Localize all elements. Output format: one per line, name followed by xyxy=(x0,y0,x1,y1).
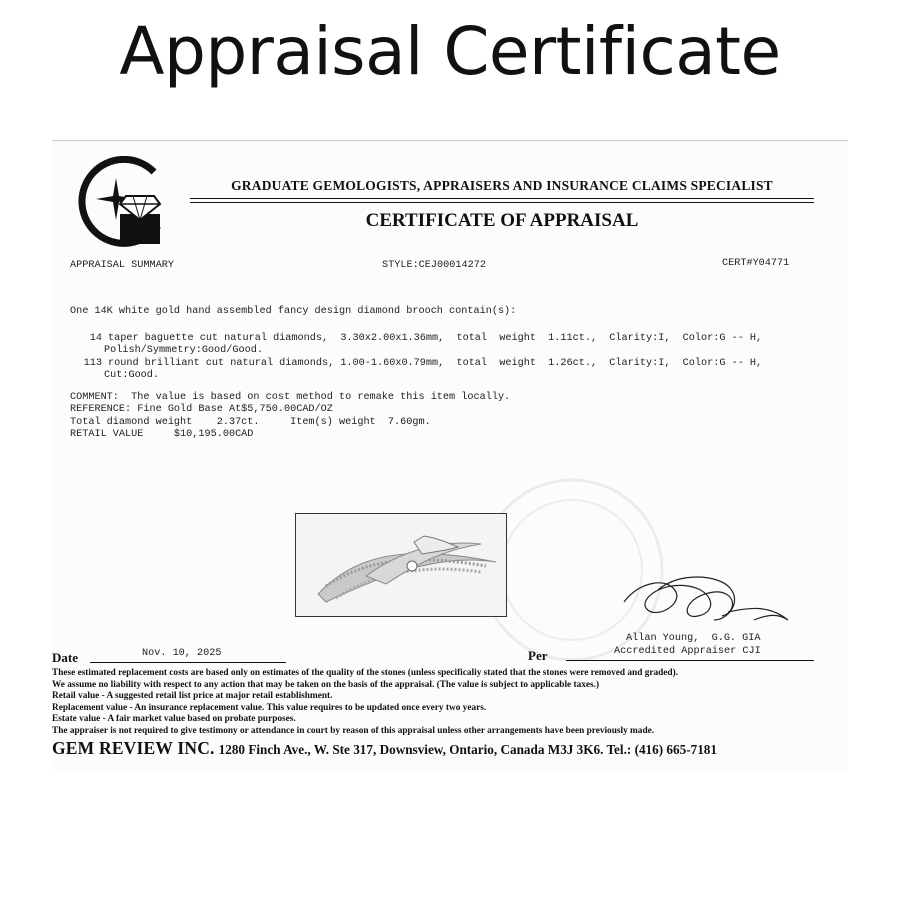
stone-row-continued: Cut:Good. xyxy=(104,370,160,382)
appraiser-name: Allan Young, G.G. GIA xyxy=(626,633,761,644)
document-top-edge xyxy=(52,140,848,141)
stone-qty: 14 xyxy=(89,333,102,344)
organization-line: GRADUATE GEMOLOGISTS, APPRAISERS AND INSURANCE CLAIMS SPECIALIST xyxy=(231,178,773,193)
certificate-title: CERTIFICATE OF APPRAISAL xyxy=(365,210,639,231)
disclaimer-notes xyxy=(52,668,842,738)
note-line: Retail value - A suggested retail list price at major retail establishment. xyxy=(52,691,333,702)
brooch-image xyxy=(296,514,506,616)
stone-qty: 113 xyxy=(83,357,102,369)
stone-row xyxy=(72,358,762,370)
appraiser-title: Accredited Appraiser CJI xyxy=(614,646,761,657)
item-description: One 14K white gold hand assembled fancy design diamond brooch contain(s): xyxy=(70,306,517,317)
page-heading: Appraisal Certificate xyxy=(119,13,781,90)
stone-detail: taper baguette cut natural diamonds, 3.30x2.00x1.36mm, total weight 1.11ct., Clarity:I, Color:G -- H, xyxy=(108,333,763,344)
note-line: These estimated replacement costs are based only on estimates of the quality of the stones (unless specificaliy stated that the stones were removed and graded). xyxy=(52,668,679,678)
note-line: Estate value - A fair market value based on probate purposes. xyxy=(52,714,296,725)
note-line: Replacement value - An insurance replacement value. This value requires to be updated once every two years. xyxy=(52,702,487,713)
appraisal-summary-label: APPRAISAL SUMMARY xyxy=(70,260,174,271)
footer-address: 1280 Finch Ave., W. Ste 317, Downsview, Ontario, Canada M3J 3K6. Tel.: (416) 665-7181 xyxy=(218,742,717,757)
stone-list xyxy=(72,333,762,383)
stone-row xyxy=(72,333,762,345)
company-footer xyxy=(52,738,848,759)
header-rule-thin xyxy=(190,202,814,203)
signature-line xyxy=(566,660,814,661)
date-label: Date xyxy=(52,650,78,665)
comment-block xyxy=(70,392,510,442)
per-label: Per xyxy=(528,648,548,663)
date-line xyxy=(90,662,286,663)
date-value: Nov. 10, 2025 xyxy=(142,648,222,659)
note-line: The appraiser is not required to give testimony or attendance in court by reason of this appraisal unless other arrangements have been previously made. xyxy=(52,725,655,736)
totals-text: Total diamond weight 2.37ct. Item(s) weight 7.60gm. xyxy=(70,416,431,428)
style-number: STYLE:CEJ00014272 xyxy=(382,260,486,271)
header-rule xyxy=(190,198,814,199)
stone-detail: round brilliant cut natural diamonds, 1.00-1.60x0.79mm, total weight 1.26ct., Clarity:I, Color:G -- H, xyxy=(108,357,763,369)
company-logo-icon xyxy=(76,156,168,252)
retail-value: RETAIL VALUE $10,195.00CAD xyxy=(70,429,254,441)
reference-text: REFERENCE: Fine Gold Base At$5,750.00CAD/OZ xyxy=(70,404,333,416)
stone-row-continued: Polish/Symmetry:Good/Good. xyxy=(104,345,263,357)
footer-company: GEM REVIEW INC. xyxy=(52,738,215,758)
brooch-photo xyxy=(295,513,507,617)
certificate-document xyxy=(52,140,848,772)
note-line: We assume no liability with respect to any action that may be taken on the basis of the appraisal. (The value is subject to applicable taxes.) xyxy=(52,679,600,690)
appraiser-signature xyxy=(618,572,798,636)
comment-text: COMMENT: The value is based on cost method to remake this item locally. xyxy=(70,392,511,403)
certificate-number: CERT#Y04771 xyxy=(722,258,790,269)
